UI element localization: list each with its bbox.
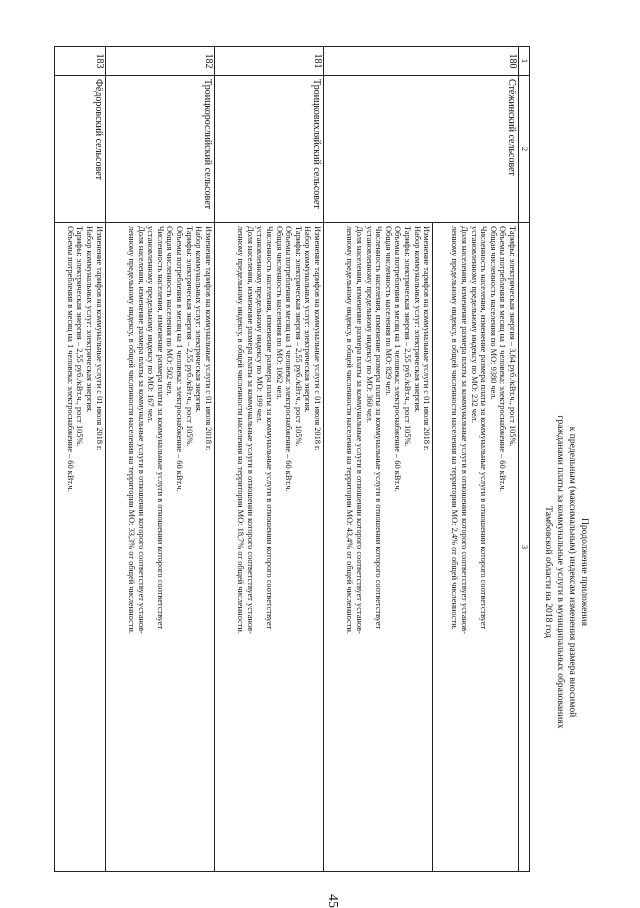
text-line: Доля населения, изменение размера платы за коммунальные услуги в отношении которого соответствует установ- [460, 226, 470, 634]
text-line: Объемы потребления в месяц на 1 человека: электроснабжение – 60 кВт.ч. [175, 226, 185, 492]
column-header: 1 [519, 47, 530, 76]
text-line: Изменение тарифов на коммунальные услуги с 01 июля 2018 г. [313, 226, 323, 451]
municipality-name: Троицкорослийский сельсовет [105, 76, 214, 223]
caption-line: Продолжение приложения [579, 517, 590, 627]
text-line: Объемы потребления в месяц на 1 человека: электроснабжение – 60 кВт.ч. [65, 226, 75, 492]
tariff-table [54, 46, 530, 872]
text-line: установленному предельному индексу по МО: 360 чел. [364, 226, 374, 423]
column-header: 3 [519, 223, 530, 872]
text-line: Изменение тарифов на коммунальные услуги с 01 июля 2018 г. [203, 226, 213, 451]
text-line: Доля населения, изменение размера платы за коммунальные услуги в отношении которого соответствует установ- [245, 226, 255, 634]
page-number: 45 [325, 894, 340, 908]
caption-line: к предельным (максимальным) индексам изменения размера вносимой [567, 426, 578, 718]
tariff-details [105, 223, 214, 872]
text-line: ленному предельному индексу, в общей численности населения на территории МО: 18,7% от общей численности. [236, 226, 246, 634]
text-line: Изменение тарифов на коммунальные услуги с 01 июля 2018 г. [422, 226, 432, 451]
caption-line: Тамбовской области на 2018 год [543, 506, 554, 638]
text-line: Численность населения, изменение размера платы за коммунальные услуги в отношении которого соответствует [265, 226, 275, 630]
table-row [55, 47, 106, 872]
text-line: Тарифы: электрическая энергия – 2,55 руб./кВт.ч., рост 105%. [75, 226, 85, 447]
text-line: Численность населения, изменение размера платы за коммунальные услуги в отношении которого соответствует [155, 226, 165, 630]
text-line: ленному предельному индексу, в общей численности населения на территории МО: 33,3% от общей численности. [127, 226, 137, 634]
text-line: Объемы потребления в месяц на 1 человека: электроснабжение – 60 кВт.ч. [284, 226, 294, 492]
text-line: Тарифы: электрическая энергия – 2,55 руб./кВт.ч., рост 105%. [293, 226, 303, 447]
table-row [433, 47, 519, 872]
text-line: Тарифы: электрическая энергия – 3,64 руб./кВт.ч., рост 105%. [508, 226, 517, 447]
text-line: Набор коммунальных услуг: электрическая энергия. [412, 226, 422, 413]
text-line: установленному предельному индексу по МО: 167 чел. [146, 226, 156, 423]
column-header: 2 [519, 76, 530, 223]
text-line: Набор коммунальных услуг: электрическая энергия. [303, 226, 313, 413]
text-line: Объемы потребления в месяц на 1 человека: электроснабжение – 60 кВт.ч. [393, 226, 403, 492]
text-line: Общая численность населения по МО: 9380 чел. [488, 226, 498, 400]
appendix-caption [542, 272, 590, 872]
text-line: ленному предельному индексу, в общей численности населения на территории МО: 2,4% от общей численности. [450, 226, 460, 630]
table-header-row [519, 47, 530, 872]
text-line: Изменение тарифов на коммунальные услуги с 01 июля 2018 г. [94, 226, 104, 451]
tariff-details [55, 223, 106, 872]
text-line: установленному предельному индексу по МО: 232 чел. [469, 226, 479, 423]
text-line: Общая численность населения по МО: 502 чел. [165, 226, 175, 396]
text-line: Доля населения, изменение размера платы за коммунальные услуги в отношении которого соответствует установ- [355, 226, 365, 634]
row-number: 180 [324, 47, 519, 76]
text-line: Тарифы: электрическая энергия – 2,55 руб./кВт.ч., рост 105%. [184, 226, 194, 447]
text-line: Тарифы: электрическая энергия – 2,55 руб./кВт.ч., рост 105%. [403, 226, 413, 447]
row-number: 183 [55, 47, 106, 76]
table-row [214, 47, 323, 872]
text-line: Набор коммунальных услуг: электрическая энергия. [194, 226, 204, 413]
row-number: 181 [214, 47, 323, 76]
text-line: Набор коммунальных услуг: электрическая энергия. [85, 226, 94, 413]
municipality-name: Стёжинский сельсовет [324, 76, 519, 223]
text-line: Численность населения, изменение размера платы за коммунальные услуги в отношении которого соответствует [479, 226, 489, 630]
text-line: Численность населения, изменение размера платы за коммунальные услуги в отношении которого соответствует [374, 226, 384, 630]
municipality-name: Фёдоровский сельсовет [55, 76, 106, 223]
tariff-details [214, 223, 323, 872]
row-number: 182 [105, 47, 214, 76]
municipality-name: Троицковихляйский сельсовет [214, 76, 323, 223]
text-line: Общая численность населения по МО: 1062 чел. [274, 226, 284, 400]
text-line: установленному предельному индексу по МО: 199 чел. [255, 226, 265, 423]
text-line: Общая численность населения по МО: 829 чел. [383, 226, 393, 396]
tariff-details [324, 223, 433, 872]
tariff-details [433, 223, 519, 872]
caption-line: гражданами платы за коммунальные услуги в муниципальных образованиях [555, 415, 566, 729]
table-row [105, 47, 214, 872]
text-line: Объемы потребления в месяц на 1 человека: электроснабжение – 60 кВт.ч. [498, 226, 508, 492]
text-line: Доля населения, изменение размера платы за коммунальные услуги в отношении которого соответствует установ- [136, 226, 146, 634]
text-line: ленному предельному индексу, в общей численности населения на территории МО: 43,4% от общей численности. [345, 226, 355, 634]
rotated-page [54, 46, 590, 908]
